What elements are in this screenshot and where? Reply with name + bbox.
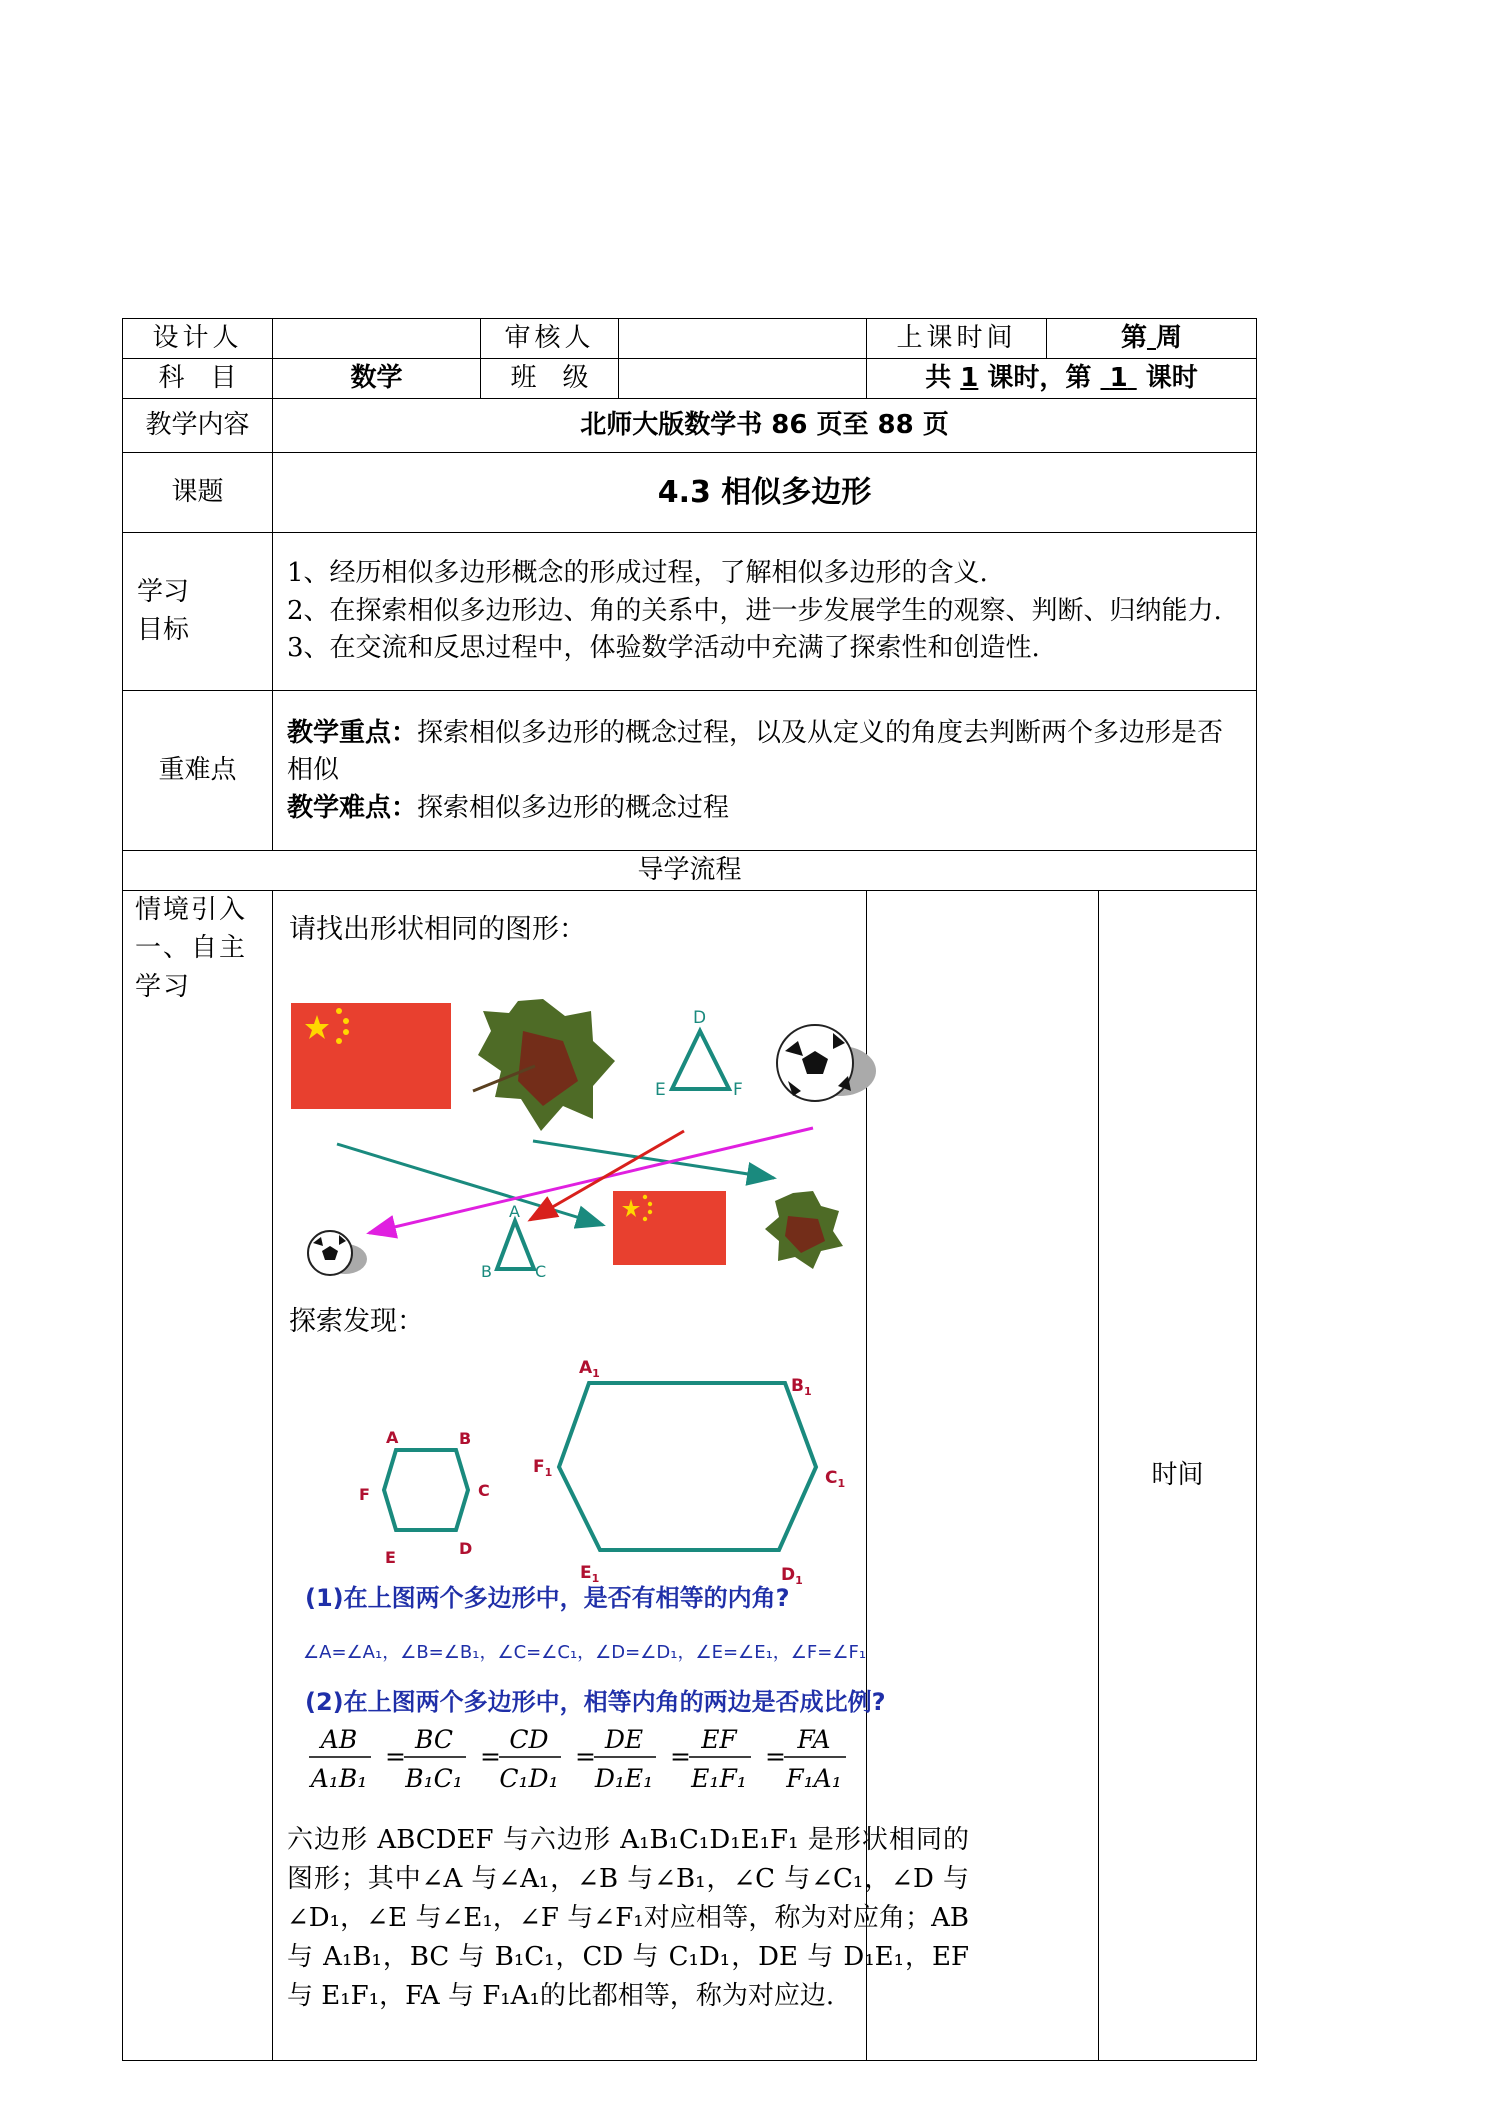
reviewer-value <box>619 319 867 359</box>
prompt-text: 请找出形状相同的图形： <box>289 914 586 945</box>
svg-text:E₁F₁: E₁F₁ <box>691 1764 747 1793</box>
designer-label: 设计人 <box>123 319 273 359</box>
reviewer-label: 审核人 <box>481 319 619 359</box>
flow-title: 导学流程 <box>123 851 1257 891</box>
class-time-label: 上课时间 <box>867 319 1047 359</box>
flow-main <box>273 891 969 2061</box>
triangle-def <box>655 1008 743 1100</box>
class-time-value <box>1047 319 1257 359</box>
svg-text:C: C <box>478 1481 490 1500</box>
svg-text:DE: DE <box>604 1725 644 1754</box>
svg-text:FA: FA <box>797 1725 831 1754</box>
time-column <box>1099 891 1257 2061</box>
keypoints-content: 教学重点：探索相似多边形的概念过程，以及从定义的角度去判断两个多边形是否相似 教学难点：探索相似多边形的概念过程 <box>273 691 1257 851</box>
flow-left-label: 情境引入 一、自主 学习 <box>123 891 273 2061</box>
svg-text:B₁C₁: B₁C₁ <box>405 1764 463 1793</box>
content-label: 教学内容 <box>123 399 273 453</box>
explore-text: 探索发现： <box>289 1306 424 1337</box>
goals-list <box>273 533 1257 691</box>
content-value: 北师大版数学书 86 页至 88 页 <box>273 399 1257 453</box>
class-value <box>619 359 867 399</box>
class-label: 班 级 <box>481 359 619 399</box>
ratio <box>784 1725 846 1793</box>
flag-large <box>291 1003 451 1109</box>
question-1: (1)在上图两个多边形中，是否有相等的内角? <box>305 1584 790 1612</box>
angle-equalities: ∠A=∠A₁，∠B=∠B₁，∠C=∠C₁，∠D=∠D₁，∠E=∠E₁，∠F=∠F₁ <box>303 1642 867 1663</box>
topic-value: 4.3 相似多边形 <box>273 453 1257 533</box>
ratio <box>404 1725 466 1793</box>
svg-text:A1: $A_1$ <box>579 1358 600 1380</box>
svg-text:A: A <box>509 1202 520 1221</box>
subject-value: 数学 <box>273 359 481 399</box>
svg-text:E: E <box>655 1080 666 1100</box>
hexagon-small <box>359 1428 490 1567</box>
svg-text:D: D <box>459 1539 473 1558</box>
hexagon-large <box>533 1358 845 1587</box>
leaf-small <box>765 1191 843 1269</box>
goals-label: 学习 目标 <box>123 533 273 691</box>
week-prefix: 第 <box>1120 322 1147 353</box>
svg-text:C1: $C_1$ <box>825 1468 846 1490</box>
svg-text:=: = <box>670 1742 691 1771</box>
ratio-chain <box>309 1725 846 1793</box>
goal-item: 1、经历相似多边形概念的形成过程，了解相似多边形的含义. <box>287 557 988 588</box>
topic-label: 课题 <box>123 453 273 533</box>
match-arrow <box>369 1128 813 1233</box>
svg-text:=: = <box>765 1742 786 1771</box>
svg-text:A: A <box>386 1428 399 1447</box>
keypoints-label: 重难点 <box>123 691 273 851</box>
svg-text:C: C <box>535 1262 547 1281</box>
svg-text:D1: $D_1$ <box>781 1565 803 1587</box>
leaf-large <box>473 999 615 1131</box>
svg-text:A₁B₁: A₁B₁ <box>310 1764 368 1793</box>
ratio <box>689 1725 751 1793</box>
svg-text:=: = <box>575 1742 596 1771</box>
svg-text:D₁E₁: D₁E₁ <box>594 1764 654 1793</box>
summary-paragraph: 六边形 ABCDEF 与六边形 A₁B₁C₁D₁E₁F₁ 是形状相同的图形；其中∠A 与∠A₁，∠B 与∠B₁，∠C 与∠C₁，∠D 与∠D₁，∠E 与∠E₁，∠F 与∠F₁对应相等，称为对应角；AB 与 A₁B₁，BC 与 B₁C₁，CD 与 C₁D₁，DE 与 D₁E₁，EF 与 E₁F₁，FA 与 F₁A₁的比都相等，称为对应边. <box>287 1825 969 2011</box>
lesson-plan-table <box>122 318 1257 2061</box>
svg-text:B: B <box>459 1429 472 1448</box>
svg-text:F₁A₁: F₁A₁ <box>786 1764 842 1793</box>
ratio <box>499 1725 561 1793</box>
svg-text:F: F <box>359 1485 370 1504</box>
soccer-ball-small <box>308 1231 367 1275</box>
svg-text:B1: $B_1$ <box>791 1376 812 1398</box>
flag-small <box>613 1191 726 1265</box>
ratio <box>309 1725 371 1793</box>
svg-text:F: F <box>733 1080 743 1100</box>
svg-text:=: = <box>385 1742 406 1771</box>
ratio <box>594 1725 656 1793</box>
svg-text:E1: $E_1$ <box>580 1563 600 1585</box>
goal-item: 2、在探索相似多边形边、角的关系中，进一步发展学生的观察、判断、归纳能力. <box>287 595 1222 626</box>
time-label: 时间 <box>1151 1459 1204 1490</box>
svg-text:D: D <box>693 1008 707 1028</box>
svg-text:E: E <box>385 1548 396 1567</box>
match-arrow <box>337 1144 603 1225</box>
svg-text:C₁D₁: C₁D₁ <box>499 1764 559 1793</box>
question-2: (2)在上图两个多边形中，相等内角的两边是否成比例? <box>305 1688 886 1716</box>
triangle-abc <box>481 1202 546 1281</box>
svg-text:EF: EF <box>701 1725 737 1754</box>
svg-text:F1: $F_1$ <box>533 1457 553 1479</box>
designer-value <box>273 319 481 359</box>
goal-item: 3、在交流和反思过程中，体验数学活动中充满了探索性和创造性. <box>287 633 1040 664</box>
svg-text:CD: CD <box>509 1725 549 1754</box>
subject-label: 科 目 <box>123 359 273 399</box>
svg-text:B: B <box>481 1262 492 1281</box>
lesson-count: 共 1 课时，第 1 课时 <box>867 359 1257 399</box>
week-suffix: 周 <box>1156 322 1183 353</box>
svg-text:BC: BC <box>415 1725 453 1754</box>
soccer-ball-large <box>777 1025 876 1101</box>
svg-text:=: = <box>480 1742 501 1771</box>
svg-text:AB: AB <box>320 1725 358 1754</box>
